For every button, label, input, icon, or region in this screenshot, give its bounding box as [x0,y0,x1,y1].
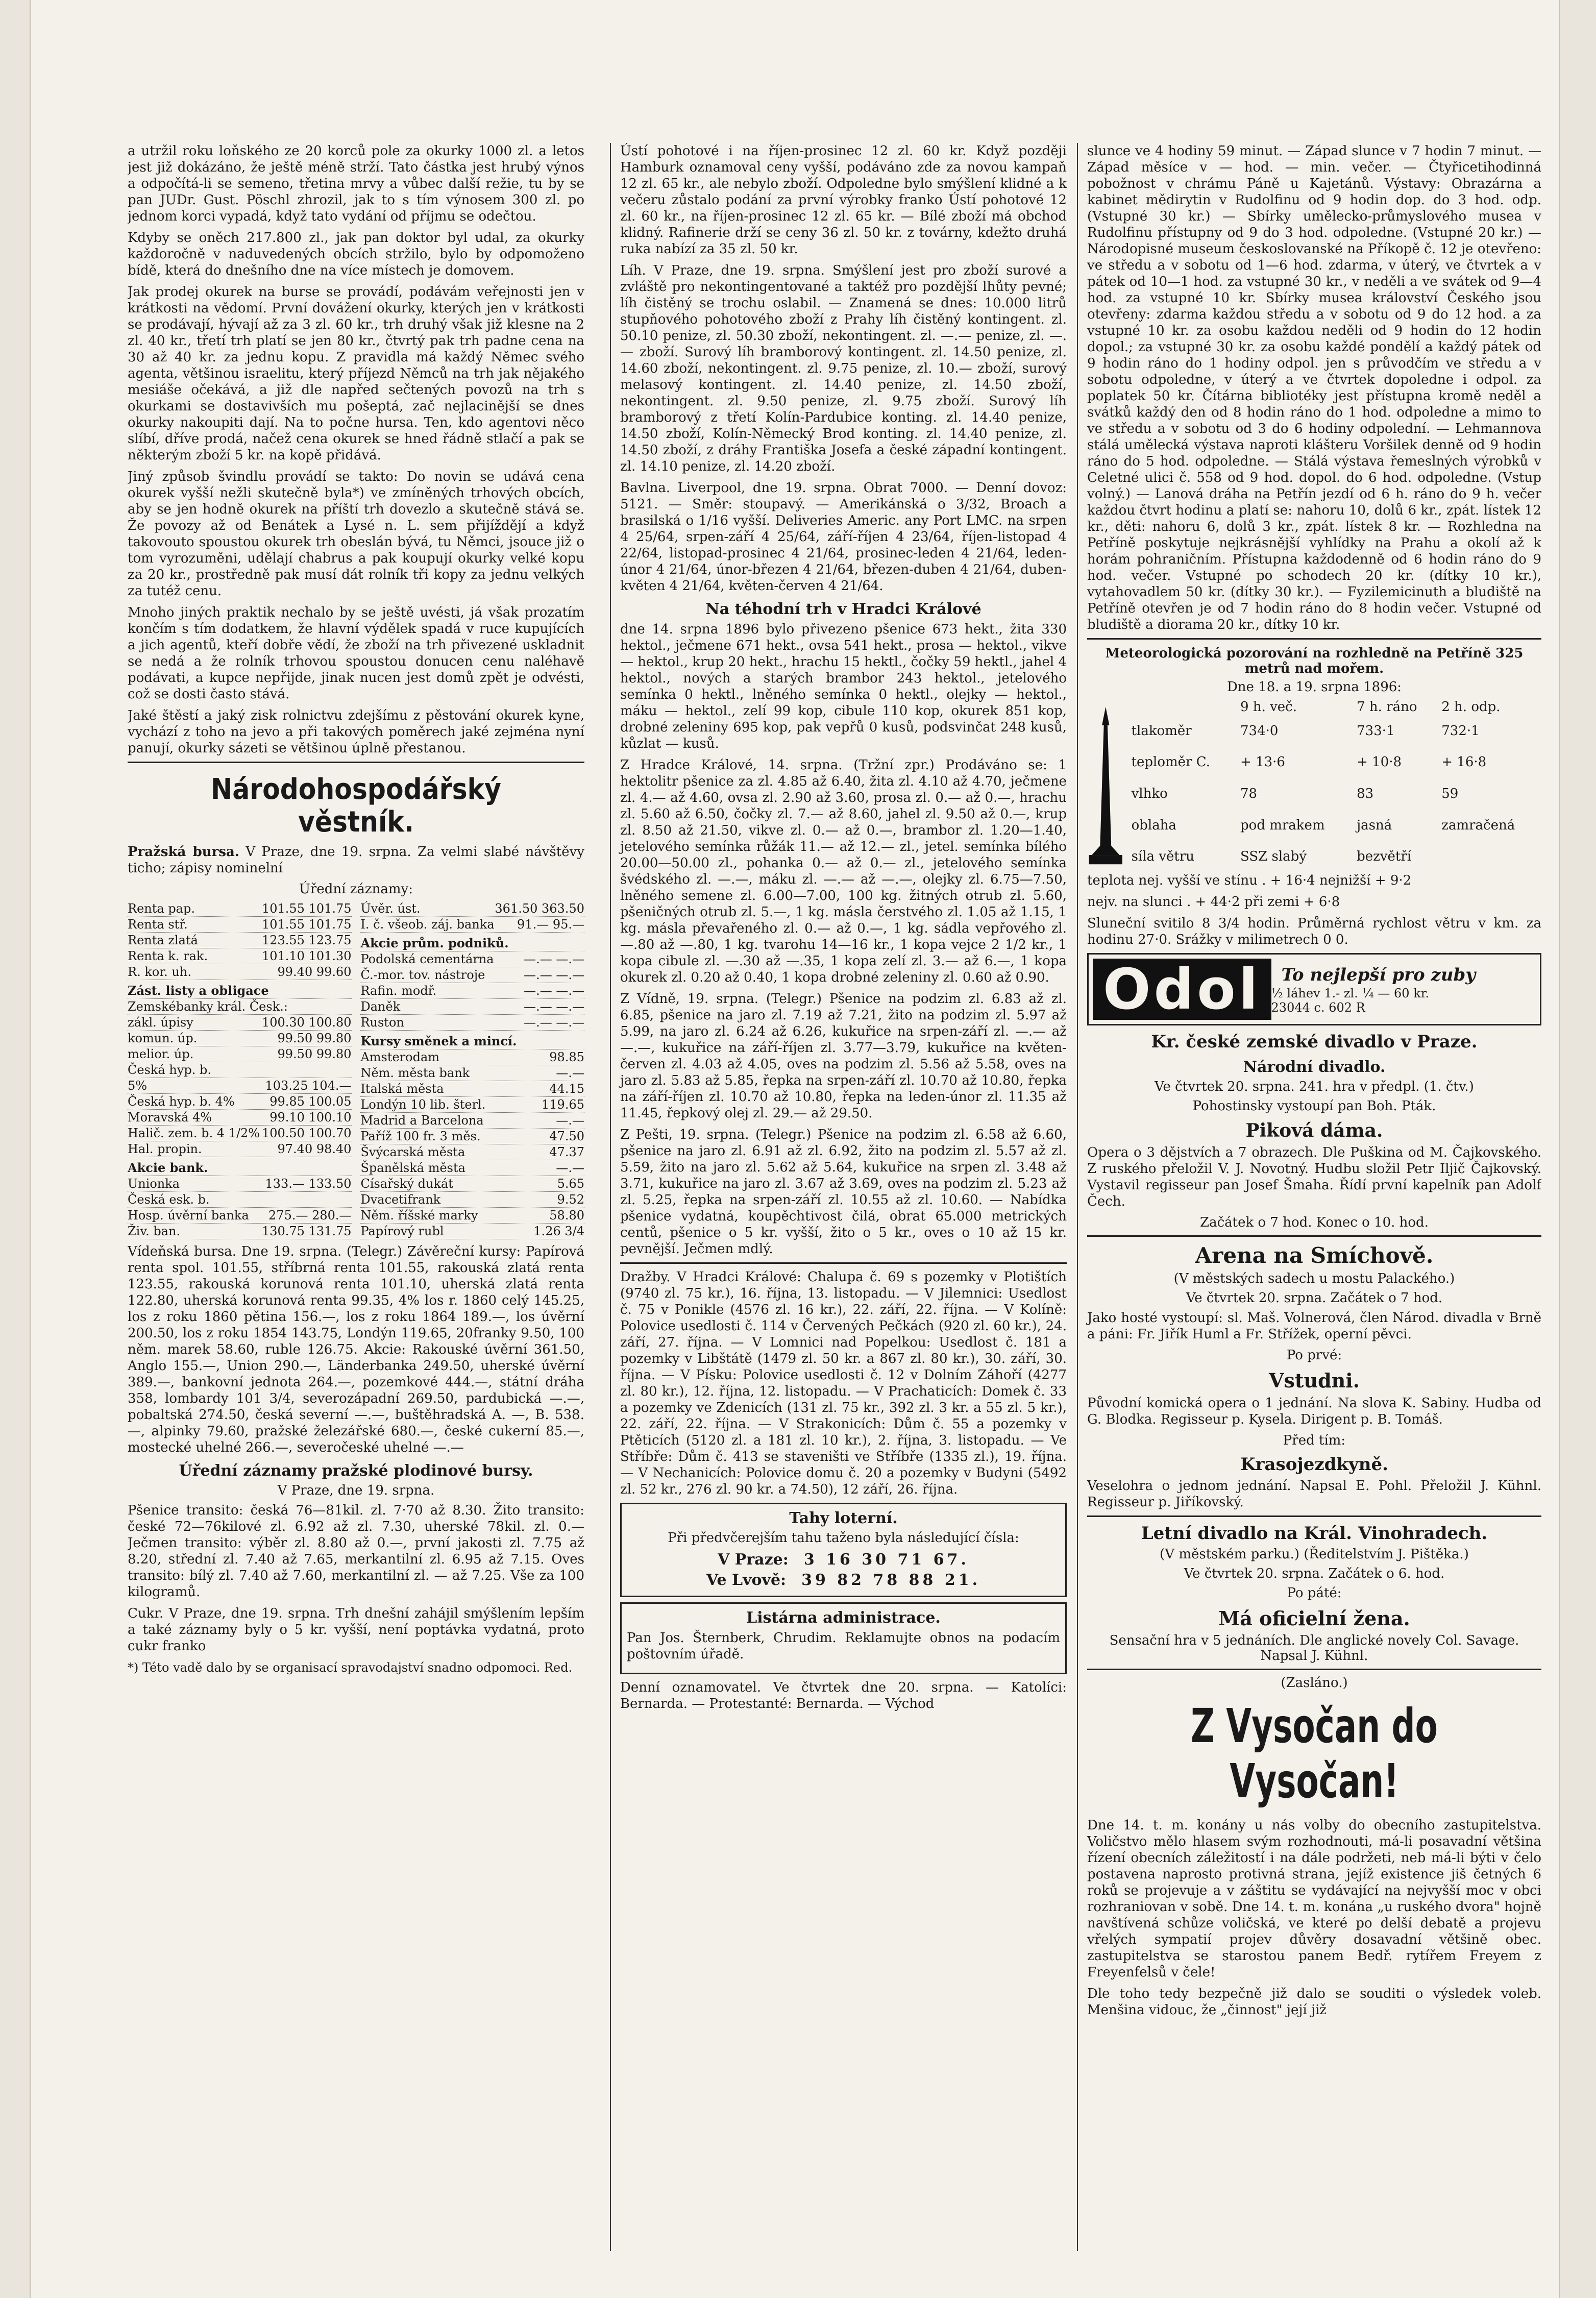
article-paragraph: Jiný způsob švindlu provádí se takto: Do novin se udává cena okurek vyšší nežli skutečně byla*) ve zmíněných trhových obcích, aby se jen hodně okurek na příští trh dovezlo a skutečně stává se. Že povozy až od Benátek a Lysé n. L. sem přijíždějí a když takovouto spoustou okurek trh obeslán bývá, tu Němci, jsouce již o tom vyrozuměni, udělají chabrus a pak koupují okurky velké kopu za 20 kr., prostředně pak musí dát rolník tři kopy za jednu velkých za tutéž cenu. [128,469,584,599]
arena-title: Arena na Smíchově. [1195,1243,1434,1268]
bourse-value: 99.40 99.60 [277,965,352,979]
meteo-extra: Sluneční svitilo 8 3/4 hodin. Průměrná rychlost větru v km. za hodinu 27·0. Srážky v milimetrech 0 0. [1087,916,1541,947]
arena-desc: Původní komická opera o 1 jednání. Na slova K. Sabiny. Hudba od G. Blodka. Regisseur p. Kysela. Dirigent p. B. Tomáš. [1087,1396,1541,1427]
divider [128,762,584,763]
arena-desc-2: Veselohra o jednom jednání. Napsal E. Pohl. Přeložil J. Kühnl. Regisseur p. Jiříkovský. [1087,1478,1541,1510]
bourse-name: Úvěr. úst. [360,901,421,916]
bourse-name: Živ. ban. [128,1224,181,1238]
tower-icon [1087,699,1124,872]
meteo-row [1130,715,1541,747]
bourse-row [128,1192,352,1208]
letters-box [620,1602,1067,1674]
bourse-row [360,1160,584,1176]
bourse-name: Česká hyp. b. 4% [128,1094,235,1109]
grain-bourse-title: Úřední záznamy pražské plodinové bursy. [179,1462,533,1480]
bourse-row [360,1015,584,1031]
lottery-title: Tahy loterní. [789,1509,898,1527]
meteo-row [1130,778,1541,810]
theatre-time: Začátek o 7 hod. Konec o 10. hod. [1200,1215,1429,1230]
column-2 [610,143,1067,2251]
bourse-row [360,1081,584,1097]
meteo-col: 2 h. odp. [1441,699,1501,715]
hradec-prices: Z Hradce Králové, 14. srpna. (Tržní zpr.) Prodáváno se: 1 hektolitr pšenice za zl. 4.85 až 6.40, žita zl. 4.10 až 4.70, ječmene zl. 4.— až 4.60, ovsa zl. 2.90 až 3.60, prosa zl. 0.— až 0.—, hrachu zl. 5.60 až 6.50, čočky zl. 7.— až 8.60, jahel zl. 9.50 až 0.—, krup zl. 8.50 až 21.50, vikve zl. 0.— až 0.—, brambor zl. 1.20—1.40, jetelového semínka růžák 11.— až 12.— zl., jetel. semínka bílého 20.00—50.00 zl., pohanka 0.— až 0.— zl., jetelového semínka švédského zl. —.—, máku zl. —.— až —.—, olejky zl. 6.75—7.50, lněného semene zl. 6.00—7.00, 100 kg. žitných otrub zl. 5.60, pšeničných otrub zl. 5.—, 1 kg. másla čerstvého zl. 1.05 až 1.15, 1 kg. másla převařeného zl. 0.— až 0.—, 1 kg. sádla vepřového zl. —.80 až —.80, 1 kg. tvarohu 14—16 kr., 1 kopa vejce 2 1/2 kr., 1 kopa cibule zl. —.30 až —.35, 1 kopa zelí zl. 3.— až 6.—, 1 kopa okurek zl. 0.20 až 0.40, 1 kopa drobné zeleniny zl. 0.60 až 0.90. [620,757,1067,985]
lottery-place: Ve Lvově: [706,1571,787,1589]
bourse-row [128,964,352,980]
arena-play: Vstudni. [1269,1369,1360,1392]
bourse-row [128,1015,352,1031]
bourse-value: 123.55 123.75 [261,933,352,947]
bourse-row [360,1192,584,1208]
bourse-value: —.— —.— [524,968,584,982]
grain-bourse-date: V Praze, dne 19. srpna. [277,1483,435,1498]
bourse-row [128,1046,352,1062]
meteo-cell: jasná [1357,817,1392,833]
article-paragraph: Jaké štěstí a jaký zisk rolnictvu zdejšímu z pěstování okurek kyne, vychází z toho na jevo a při takových poměrech jaké zejména nyní panují, okurky sázeti se většinou úplně přestanou. [128,708,584,756]
divider [1087,1669,1541,1670]
bourse-name: Hosp. úvěrní banka [128,1208,249,1223]
bourse-section [360,936,584,951]
bourse-row [128,1141,352,1157]
bourse-name: Renta zlatá [128,933,198,947]
bourse-name: Č.-mor. tov. nástroje [360,968,485,982]
bourse-row [128,999,352,1015]
meteo-cell: tlakoměr [1131,723,1192,739]
section-heading: Národohospodářský věstník. [211,773,501,839]
bourse-value: 44.15 [549,1082,584,1096]
bourse-row [360,1129,584,1144]
meteo-title: Meteorologická pozorování na rozhledně na Petříně 325 metrů nad mořem. [1105,646,1524,676]
meteo-cell: 78 [1240,786,1258,801]
meteo-date: Dne 18. a 19. srpna 1896: [1226,679,1402,695]
bourse-value: 100.50 100.70 [261,1126,352,1140]
bourse-row [360,1049,584,1065]
bourse-name: Unionka [128,1177,180,1191]
arena-subtitle: (V městských sadech u mostu Palackého.) [1173,1271,1455,1286]
bourse-name: Švýcarská města [360,1145,465,1159]
bourse-name: Paříž 100 fr. 3 měs. [360,1129,481,1143]
meteo-col: 9 h. več. [1240,699,1297,715]
summer-theatre-title: Letní divadlo na Král. Vinohradech. [1141,1523,1488,1544]
bourse-name: Amsterodam [360,1050,440,1064]
vienna-bourse: Vídeňská bursa. Dne 19. srpna. (Telegr.) Závěreční kursy: Papírová renta spol. 101.55, stříbrná renta 101.55, rakouská zlatá renta 123.55, rakouská korunová renta 101.10, uherská zlatá renta 122.80, uherská korunová renta 99.35, 4% los r. 1860 celý 145.25, los z roku 1860 pětina 156.—, los z roku 1864 189.—, los úvěrní 200.50, los z roku 1854 143.75, Londýn 119.65, 20franky 9.50, 100 něm. marek 58.60, ruble 126.75. Akcie: Rakouské úvěrní 361.50, Anglo 155.—, Union 290.—, Länderbanka 249.50, uherské úvěrní 389.—, bankovní jednota 264.—, pozemkové 444.—, státní dráha 358, lombardy 101 3/4, severozápadní 269.50, pardubická —.—, pobaltská 274.50, česká severní —.—, buštěhradská A. —, B. 538.—, alpinky 79.60, pražské železářské 680.—, české cukerní 85.—, mostecké uhelné 266.—, severočeské uhelné —.— [128,1244,584,1455]
bourse-name: Madrid a Barcelona [360,1113,484,1128]
arena-before: Před tím: [1283,1433,1346,1448]
bourse-name: 5% [128,1079,148,1093]
bourse-value: 361.50 363.50 [495,901,584,916]
bourse-value: 91.— 95.— [517,917,584,932]
bourse-name: Moravská 4% [128,1110,212,1124]
bourse-name: I. č. všeob. záj. banka [360,917,495,932]
lottery-numbers: 3 16 30 71 67. [803,1551,969,1569]
lottery-numbers: 39 82 78 88 21. [801,1571,981,1589]
bourse-value: 58.80 [549,1208,584,1223]
odol-advert [1087,953,1541,1025]
bourse-name: Podolská cementárna [360,952,494,966]
bourse-value: 5.65 [557,1177,584,1191]
bourse-name: Česká esk. b. [128,1192,210,1207]
bourse-value: 97.40 98.40 [277,1142,352,1156]
bourse-value: —.— —.— [524,1015,584,1030]
arena-play-2: Krasojezdkyně. [1240,1454,1388,1475]
bourse-row [360,917,584,933]
bourse-name: Rafin. modř. [360,984,437,998]
bourse-section [128,983,352,999]
bourse-name: Císařský dukát [360,1177,453,1191]
summer-theatre-date: Ve čtvrtek 20. srpna. Začátek o 6. hod. [1184,1566,1445,1581]
bourse-name: Ruston [360,1015,404,1030]
meteo-extra: nejv. na slunci . + 44·2 při zemi + 6·8 [1087,894,1340,910]
lottery-row [627,1570,1060,1591]
bourse-value: 101.55 101.75 [261,917,352,932]
meteo-cell: 59 [1441,786,1459,801]
bourse-value: —.— [556,1113,584,1128]
bourse-row [360,1224,584,1239]
sent-in-label: (Zasláno.) [1281,1675,1348,1691]
bourse-value: 130.75 131.75 [261,1224,352,1238]
meteo-row [1130,841,1541,872]
bourse-value: 47.50 [549,1129,584,1143]
vienna-grain: Z Vídně, 19. srpna. (Telegr.) Pšenice na podzim zl. 6.83 až zl. 6.85, pšenice na jaro zl. 7.19 až 7.21, žito na podzim zl. 5.97 až 5.99, na jaro zl. 6.24 až 6.26, kukuřice na srpen-září zl. —.— až —.—, kukuřice na září-říjen zl. 3.77—3.79, kukuřice na květen-červen zl. 4.03 až 4.05, oves na podzim zl. 5.56 až 5.58, oves na jaro zl. 5.83 až 5.85, řepka na srpen-září zl. 10.70 až 10.80, řepka na září-říjen zl. 10.70 až 10.80, řepka na leden-únor zl. 11.35 až 11.45, řepkový olej zl. 29.— až 29.50. [620,991,1067,1121]
theatre-play: Piková dáma. [1245,1120,1383,1141]
odol-price: ½ láhev 1.- zl. ¼ — 60 kr. [1271,986,1430,1000]
bourse-row [360,967,584,983]
bourse-value: 101.10 101.30 [261,949,352,963]
divider [620,1262,1067,1264]
meteo-cell: 83 [1357,786,1374,801]
bourse-row [360,901,584,917]
spirit-report: Líh. V Praze, dne 19. srpna. Smýšlení jest pro zboží surové a zvláště pro nekontingentované a taktéž pro pozdější lhůty pevné; líh čistěný se trochu oslabil. — Znamená se dnes: 10.000 litrů stupňového pohotového zboží z Prahy líh čistěný kontingent. zl. 50.10 penize, zl. 50.30 zboží, nekontingent. zl. —.— penize, zl. —.— zboží. Surový líh bramborový kontingent. zl. 14.50 penize, zl. 14.60 zboží, nekontingent. zl. 9.75 penize, zl. 10.— zboží, surový melasový kontingent. zl. 14.40 penize, zl. 14.50 zboží, nekontingent. zl. 9.50 penize, zl. 9.75 zboží. Surový líh bramborový z třetí Kolín-Pardubice konting. zl. 14.40 penize, 14.50 zboží, Kolín-Německý Brod konting. zl. 14.40 penize, zl. 14.50 zboží, z dráhy Františka Josefa a české západní kontingent. zl. 14.10 penize, zl. 14.20 zboží. [620,263,1067,474]
bourse-row [360,1144,584,1160]
bourse-row [128,948,352,964]
bourse-value: 275.— 280.— [268,1208,352,1223]
meteo-cell [1439,841,1541,872]
bourse-row [128,1126,352,1141]
bourse-name: Italská města [360,1082,444,1096]
bourse-row [128,901,352,917]
auctions: Dražby. V Hradci Králové: Chalupa č. 69 s pozemky v Plotištích (9740 zl. 75 kr.), 16. října, 13. listopadu. — V Jilemnici: Usedlost č. 75 v Ponikle (4576 zl. 16 kr.), 22. září, 22. října. — V Kolíně: Polovice usedlosti č. 114 v Červených Pečkách (920 zl. 60 kr.), 24. září, 27. října. — V Lomnici nad Popelkou: Usedlost č. 181 a pozemky v Libštátě (1479 zl. 50 kr. a 867 zl. 80 kr.), 30. září, 30. října. — V Písku: Polovice usedlosti č. 12 v Dolním Záhoří (4277 zl. 80 kr.), 12. října, 12. listopadu. — V Prachaticích: Domek č. 33 a pozemky ve Zdenicích (131 zl. 75 kr., 392 zl. 3 kr. a 55 zl. 5 kr.), 22. září, 22. října. — V Strakonicích: Dům č. 55 a pozemky v Ptěticích (5120 zl. a 181 zl. 10 kr.), 2. října, 3. listopadu. — Ve Stříbře: Dům č. 413 se staveništi ve Stříbře (1335 zl.), 19. října. — V Nechanicích: Polovice domu č. 20 a pozemky v Budyni (5492 zl. 52 kr., 276 zl. 90 kr. a 74.50), 12 září, 26. října. [620,1269,1067,1497]
bourse-name: Hal. propin. [128,1142,202,1156]
bourse-table [128,901,584,1239]
article-paragraph: Dne 14. t. m. konány u nás volby do obecního zastupitelstva. Voličstvo mělo hlasem svým rozhodnouti, má-li posavadní většina řízení obecních záležitostí i na dále podržeti, neb má-li býti v čelo postavena naprosto protivná strana, jejíž existence jiš četných 6 roků se projevuje a v záštitu se vydávající na nejvyšší moc v obci rozhraniovan v sobě. Dne 14. t. m. konána „u ruského dvora" hojně navštívená schůze voličská, ve které po delší debatě a projevu vřelých sympatií projev důvěry dosavadní většině obec. zastupitelstva se starostou panem Bedř. rytířem Freyem z Freyenfelsů v čele! [1087,1818,1541,1980]
theatre-guest: Pohostinsky vystoupí pan Boh. Pták. [1192,1098,1436,1114]
theatre-date: Ve čtvrtek 20. srpna. 241. hra v předpl. (1. čtv.) [1155,1079,1474,1094]
bourse-row [360,1097,584,1113]
bourse-name: Akcie prům. podniků. [360,936,509,950]
bourse-name: Něm. města bank [360,1066,470,1080]
bourse-name: zákl. úpisy [128,1015,193,1030]
bourse-section [360,1034,584,1049]
lottery-box [620,1503,1067,1597]
bourse-row [128,917,352,933]
bourse-value: —.— [556,1161,584,1175]
bourse-row [360,951,584,967]
bourse-value: —.— —.— [524,952,584,966]
cotton-report: Bavlna. Liverpool, dne 19. srpna. Obrat 7000. — Denní dovoz: 5121. — Směr: stoupavý. — Amerikánská o 3/32, Broach a brasilská o 1/16 vyšší. Deliveries Americ. any Port LMC. na srpen 4 25/64, srpen-září 4 25/64, září-říjen 4 23/64, říjen-listopad 4 22/64, listopad-prosinec 4 21/64, prosinec-leden 4 21/64, leden-únor 4 21/64, únor-březen 4 21/64, březen-duben 4 21/64, duben-květen 4 21/64, květen-červen 4 21/64. [620,480,1067,594]
meteo-row [1130,747,1541,778]
column-3 [1077,143,1541,2251]
scan-left-edge [0,0,31,2298]
bourse-row [360,999,584,1015]
bourse-row [360,1176,584,1192]
hradec-market-text: dne 14. srpna 1896 bylo přivezeno pšenice 673 hekt., žita 330 hektol., ječmene 671 hekt., ovsa 541 hekt., prosa — hektol., vikve — hektol., krup 20 hekt., hrachu 15 hektl., čočky 59 hektl., jahel 4 hektol., nových a starých brambor 243 hektol., jetelového semínka 0 hektl., lněného semínka 0 hektl., olejky — hektol., máku — hektol., zelí 99 kop, cibule 110 kop, okurek 851 kop, drobné zeleniny 695 kop, pak vepřů 0 kusů, podsvinčat 248 kusů, kůzlat — kusů. [620,622,1067,751]
bourse-name: Dvacetifrank [360,1192,441,1207]
bourse-name: Španělská města [360,1161,465,1175]
bourse-name: melior. úp. [128,1047,194,1061]
meteo-col: 7 h. ráno [1357,699,1417,715]
bourse-name: Londýn 10 lib. šterl. [360,1097,486,1112]
bourse-row [128,1176,352,1192]
pest-grain: Z Pešti, 19. srpna. (Telegr.) Pšenice na podzim zl. 6.58 až 6.60, pšenice na jaro zl. 6.91 až zl. 6.92, žito na podzim zl. 5.57 až zl. 5.59, žito na jaro zl. 5.62 až 5.64, kukuřice na srpen zl. 3.48 až 3.71, kukuřice na jaro zl. 3.67 až 3.69, oves na podzim zl. 5.23 až zl. 5.25, řepka na srpen-září zl. 10.55 až zl. 10.60. — Nabídka pšenice vydatná, koupěchtivost čilá, obrat 65.000 metrických centů, pšenice o 5 kr. vyšší, žito o 5 kr., oves o 10 až 15 kr. pevnější. Ječmen mdlý. [620,1127,1067,1257]
bourse-name: Zemskébanky král. Česk.: [128,999,288,1014]
bourse-row [128,1031,352,1046]
bourse-value: 133.— 133.50 [265,1177,352,1191]
meteo-cell: SSZ slabý [1240,849,1307,865]
arena-guests: Jako hosté vystoupí: sl. Maš. Volnerová, člen Národ. divadla v Brně a páni: Fr. Jiřík Huml a Fr. Střížek, operní pěvci. [1087,1310,1541,1342]
bourse-value: —.— —.— [524,984,584,998]
bourse-name: Česká hyp. b. [128,1063,211,1077]
sugar-text: Cukr. V Praze, dne 19. srpna. Trh dnešní zahájil smýšlením lepším a také záznamy byly o 5 kr. vyšší, není poptávka vydatná, proto cukr franko [128,1606,584,1654]
bourse-name: Něm. říšské marky [360,1208,478,1223]
bourse-value: 99.85 100.05 [269,1094,352,1109]
divider [1087,638,1541,640]
summer-theatre-desc: Sensační hra v 5 jednáních. Dle anglické novely Col. Savage. Napsal J. Kühnl. [1109,1633,1519,1664]
column-1 [128,143,584,2251]
daily-notice: Denní oznamovatel. Ve čtvrtek dne 20. srpna. — Katolíci: Bernarda. — Protestanté: Bernarda. — Východ [620,1680,1067,1712]
daily-notice-cont: slunce ve 4 hodiny 59 minut. — Západ slunce v 7 hodin 7 minut. — Západ měsíce v — hod. — min. večer. — Čtyřicetihodinná pobožnost v chrámu Páně u Kajetánů. Výstavy: Obrazárna a kabinet mědirytin v Rudolfinu od 9 hodin dop. do 3 hod. odp. (Vstupné 30 kr.) — Sbírky umělecko-průmyslového musea v Rudolfinu přístupny od 9 do 3 hod. odpoledne. (Vstupné 20 kr.) — Národopisné museum českoslovanské na Příkopě č. 12 je otevřeno: ve středu a v sobotu od 1—6 hod. zdarma, v úterý, ve čtvrtek a v pátek od 10—1 hod. za vstupné 30 kr., v neděli a ve svátek od 9—4 hod. za vstupné 10 kr. Sbírky musea království Českého jsou otevřeny: zdarma každou středu a v sobotu od 9 do 12 hod. a za vstupné 10 kr. za osobu každou neděli od 9 hodin do 12 hodin dopol.; za vstupné 30 kr. za osobu každé pondělí a každý pátek od 9 hodin ráno do 1 hodiny odpol. jen s průvodčím ve středu a v sobotu odpoledne, v úterý a ve čtvrtek dopoledne i odpol. za poplatek 50 kr. Čítárna bibliotéky jest přístupna kromě neděl a svátků každý den od 8 hodin ráno do 1 hod. odpoledne a mimo to ve středu a v sobotu od 3 do 6 hodiny odpolední. — Lehmannova stálá umělecká výstava naproti klášteru Voršilek denně od 9 hodin ráno do 5 hod. odpoledne. — Stálá výstava řemeslných výrobků v Celetné ulici č. 558 od 9 hod. dopol. do 6 hod. odpoledne. (Vstup volný.) — Lanová dráha na Petřín jezdí od 6 h. ráno do 9 h. večer každou čtvrt hodinu a platí se: nahoru 10, dolů 6 kr., zpát. lístek 12 kr., děti: nahoru 6, dolů 3 kr., zpát. lístek 8 kr. — Rozhledna na Petříně poskytuje nejkrásnější vyhlídky na Prahu a okolí až k horám pohraničním. Přístupna každodenně od 6 hodin ráno do 9 hod. večer. Vstupné po schodech 20 kr. (dítky 10 kr.), vytahovadlem 50 kr. (dítky 30 kr.). — Fyzilemicinuth a bludiště na Petříně otevřen je od 7 hodin ráno do 8 hodin večer. Vstupné od bludiště a diorama 20 kr., dítky 10 kr. [1087,143,1541,632]
summer-theatre-subtitle: (V městském parku.) (Ředitelstvím J. Pištěka.) [1160,1547,1469,1562]
bourse-value: 99.10 100.10 [269,1110,352,1124]
footnote: *) Této vadě dalo by se organisací spravodajství snadno odpomoci. Red. [128,1660,573,1675]
bourse-row [360,1065,584,1081]
bourse-row [128,933,352,948]
bourse-name: Akcie bank. [128,1160,208,1175]
theatre-desc: Opera o 3 dějstvích a 7 obrazech. Dle Puškina od M. Čajkovského. Z ruského přeložil V. J. Novotný. Hudbu složil Petr Iljič Čajkovský. Vystavil regisseur pan Josef Šmaha. Řídí první kapelník pan Adolf Čech. [1087,1145,1541,1209]
lottery-results [627,1550,1060,1591]
bourse-row [128,1062,352,1078]
meteo-row [1130,810,1541,841]
bourse-intro [128,844,584,876]
grain-bourse-text: Pšenice transito: česká 76—81kil. zl. 7·70 až 8.30. Žito transito: české 72—76kilové zl. 6.92 až zl. 7.30, uherské 78kil. zl. 0.— Ječmen transito: výběr zl. 8.80 až 0.—, první jakosti zl. 7.75 až 8.20, střední zl. 7.40 až 7.65, merkantilní zl. 6.95 až 7.15. Oves transito: bílý zl. 7.40 až 7.60, merkantilní zl. — až 7.25. Vše za 100 kilogramů. [128,1503,584,1600]
hradec-market-title: Na téhodní trh v Hradci Králové [705,600,981,618]
bourse-value: 119.65 [542,1097,584,1112]
arena-first: Po prvé: [1286,1348,1342,1363]
lottery-place: V Praze: [718,1551,789,1569]
meteo-cell: vlhko [1131,786,1168,801]
meteo-cell: 732·1 [1441,723,1480,739]
meteo-cell: síla větru [1131,849,1195,865]
bourse-name: Renta stř. [128,917,188,932]
meteo-extra: teplota nej. vyšší ve stínu . + 16·4 nejnižší + 9·2 [1087,873,1412,888]
divider [1087,1235,1541,1237]
bourse-section [128,1160,352,1176]
meteo-table [1130,699,1541,872]
bourse-row [128,1110,352,1126]
lottery-intro: Při předvčerejším tahu taženo byla následující čísla: [668,1530,1019,1546]
bourse-intro-text: V Praze, dne 19. srpna. Za velmi slabé návštěvy ticho; zápisy nominelní [128,844,584,876]
theatre-title: Kr. české zemské divadlo v Praze. [1151,1032,1478,1052]
bourse-value: —.— —.— [524,999,584,1014]
meteo-cell: bezvětří [1357,849,1412,865]
bourse-value: 98.85 [549,1050,584,1064]
bourse-row [128,1094,352,1110]
meteo-cell: pod mrakem [1240,817,1325,833]
bourse-value: 99.50 99.80 [277,1031,352,1045]
odol-logo: Odol [1093,959,1271,1020]
meteo-cell: teploměr C. [1131,754,1210,770]
bourse-name: Zást. listy a obligace [128,983,269,998]
bourse-name: Daněk [360,999,401,1014]
bourse-right [360,901,584,1239]
bourse-row [360,1208,584,1224]
bourse-name: Halič. zem. b. 4 1/2% [128,1126,260,1140]
article-paragraph: Mnoho jiných praktik nechalo by se ještě uvésti, já však prozatím končím s tím dodatkem, že hlavní výdělek spadá v ruce kupujících a jich agentů, kteří dobře vědí, že zboží na trh přivezené uskladnit se nedá a že rolník trhovou spoustou donucen cenu naléhavě podávati, a kupce nepřijde, jinak nucen jest domů zpět je odvésti, což se dosti často stává. [128,605,584,702]
bourse-name: Papírový rubl [360,1224,444,1238]
bourse-row [128,1208,352,1224]
article-paragraph: Kdyby se oněch 217.800 zl., jak pan doktor byl udal, za okurky každoročně v naduvedených obcích stržilo, bylo by odpomoženo bídě, která do dnešního dne na více místech je domovem. [128,230,584,278]
article-paragraph: Jak prodej okurek na burse se provádí, podávám veřejnosti jen v krátkosti na vědomí. První dovážení okurky, kterých jen v krátkosti se prodávají, hývají až za 3 zl. 60 kr., trh druhý však již klesne na 2 zl. 40 kr., třetí trh platí se jen 80 kr., čtvrtý pak trh padne cena na 30 až 40 kr. za jednu kopu. Z pravidla má každý Němec svého agenta, většinou israelitu, který příjezd Němců na trh jak nějakého mesiáše očekává, a již dle napřed sečtených povozů na trh s okurkami se dostavivších mu pošeptá, zač nejlacinější se dnes okurky nakoupiti dají. Na to počne hursa. Ten, kdo agentovi něco slíbí, dříve prodá, načež cena okurek se hned řádně stlačí a pak se některým zboží 5 kr. na kopě přidává. [128,284,584,463]
bourse-left [128,901,352,1239]
divider [1087,1515,1541,1517]
bourse-row [128,1078,352,1094]
article-paragraph: a utržil roku loňského ze 20 korců pole za okurky 1000 zl. a letos jest již dokázáno, že ještě méně strží. Tato částka jest hrubý výnos a odpočítá-li se semeno, třetina mrvy a vůbec další režie, tu by se pan JUDr. Gust. Pöschl zhrozil, jak to s tím výnosem 300 zl. po jednom korci vypadá, když tato vydání od příjmu se odečtou. [128,143,584,224]
lottery-row [627,1550,1060,1570]
article-headline: Z Vysočan do Vysočan! [1191,1699,1438,1808]
theatre-subtitle: Národní divadlo. [1243,1058,1386,1076]
bourse-name: Renta k. rak. [128,949,208,963]
arena-date: Ve čtvrtek 20. srpna. Začátek o 7 hod. [1186,1290,1443,1306]
meteo-cell: + 10·8 [1357,754,1402,770]
bourse-value: 100.30 100.80 [261,1015,352,1030]
bourse-value: —.— [556,1066,584,1080]
bourse-row [360,1113,584,1129]
scan-right-edge [1559,0,1596,2298]
bourse-name: R. kor. uh. [128,965,191,979]
meteo-cell: 734·0 [1240,723,1279,739]
bourse-value: 1.26 3/4 [533,1224,584,1238]
bourse-name: Renta pap. [128,901,195,916]
bourse-row [360,983,584,999]
meteo-cell: oblaha [1131,817,1176,833]
letters-text: Pan Jos. Šternberk, Chrudim. Reklamujte obnos na podacím poštovním úřadě. [627,1630,1060,1662]
bourse-value: 101.55 101.75 [261,901,352,916]
bourse-value: 9.52 [557,1192,584,1207]
article-paragraph: Dle toho tedy bezpečně již dalo se souditi o výsledek voleb. Menšina vidouc, že „činnost" její již [1087,1986,1541,2018]
bourse-value: 47.37 [549,1145,584,1159]
article-paragraph: Ústí pohotové i na říjen-prosinec 12 zl. 60 kr. Když později Hamburk oznamoval ceny vyšší, podáváno zde za novou kampaň 12 zl. 65 kr., ale nebylo zboží. Odpoledne bylo smýšlení klidné a k večeru zůstalo podání za první výrobky franko Ústí pohotové 12 zl. 60 kr., na říjen-prosinec 12 zl. 65 kr. — Bílé zboží má obchod klidný. Rafinerie drží se ceny 36 zl. 50 kr. z továrny, kdežto druhá ruka nabízí za 35 zl. 50 kr. [620,143,1067,257]
bourse-name: komun. úp. [128,1031,198,1045]
bourse-value: 99.50 99.80 [277,1047,352,1061]
bourse-title: Pražská bursa. [128,844,239,860]
summer-theatre-play: Má oficielní žena. [1218,1607,1410,1630]
odol-number: 23044 c. 602 R [1271,1000,1365,1015]
meteo-cell: 733·1 [1357,723,1395,739]
bourse-row [128,1224,352,1239]
bourse-value: 103.25 104.— [265,1079,352,1093]
summer-theatre-first: Po páté: [1287,1585,1342,1601]
meteo-cell: + 13·6 [1240,754,1285,770]
odol-slogan: To nejlepší pro zuby [1281,965,1476,985]
meteo-cell: zamračená [1441,817,1515,833]
bourse-name: Kursy směnek a mincí. [360,1034,517,1048]
newspaper-page [128,143,1541,2251]
bourse-subtitle: Úřední záznamy: [299,882,413,897]
meteo-cell: + 16·8 [1441,754,1487,770]
letters-title: Listárna administrace. [746,1609,941,1627]
meteo-block [1087,699,1541,872]
